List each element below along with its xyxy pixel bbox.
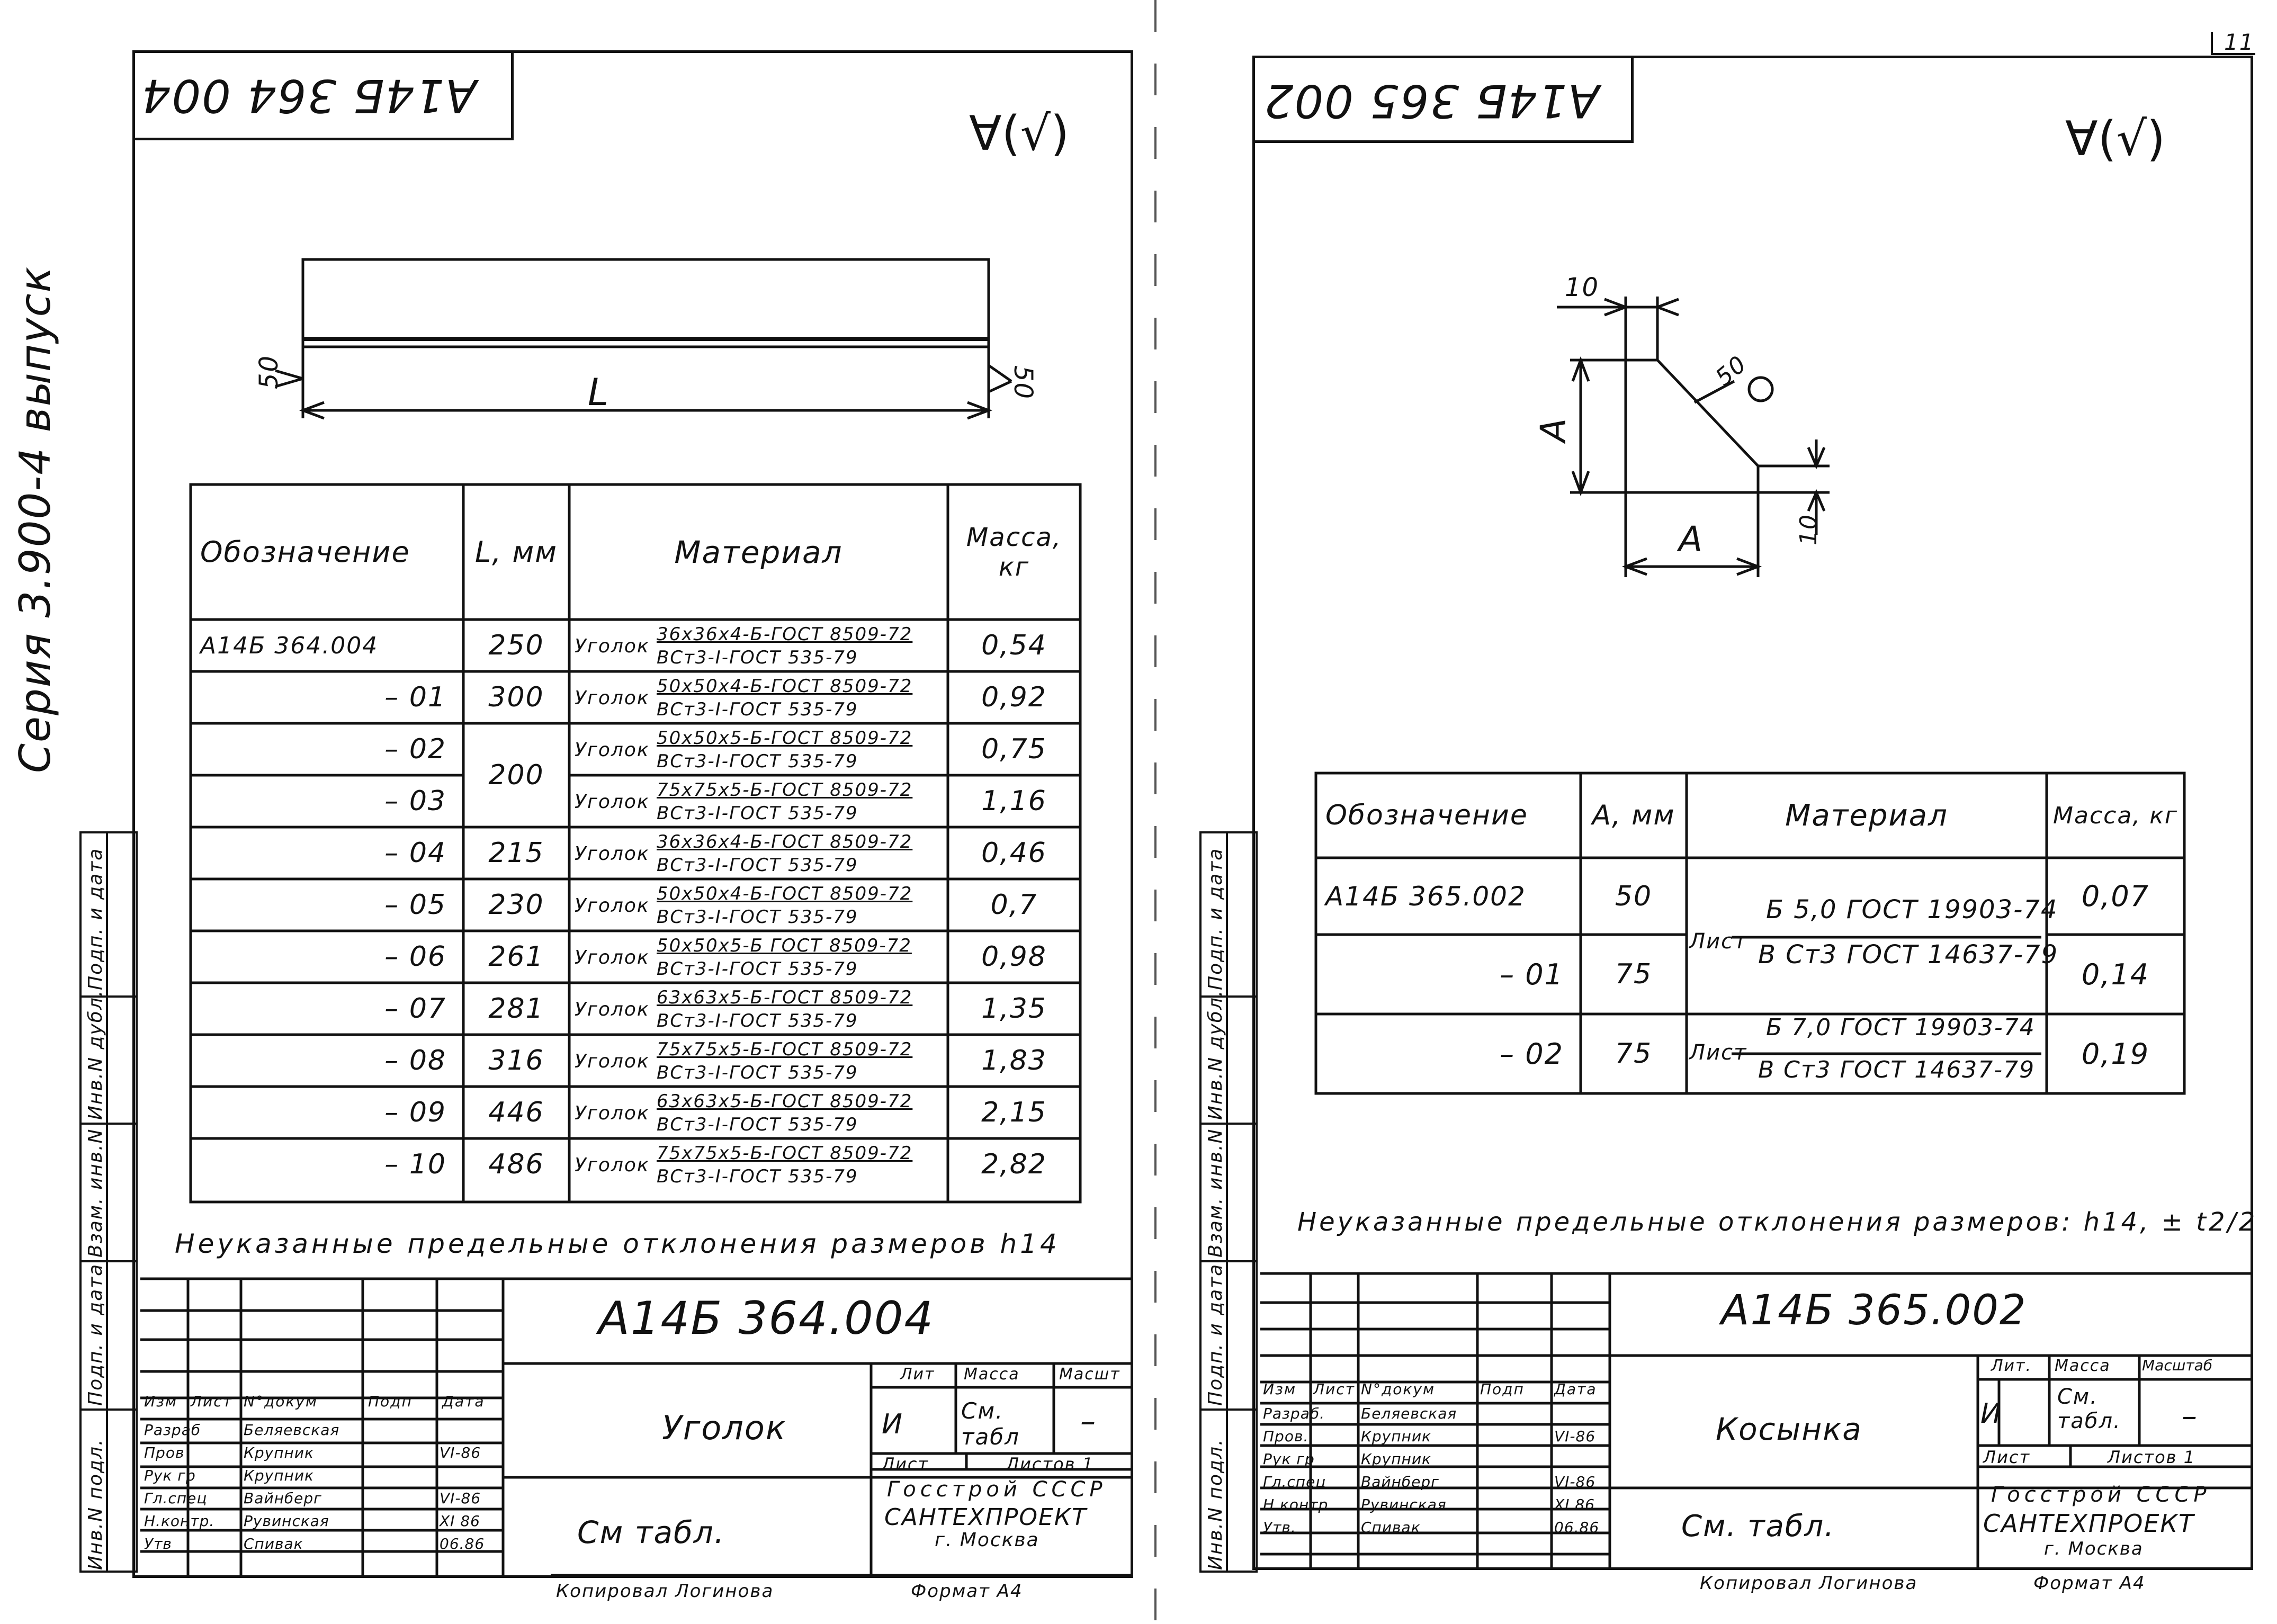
left-mass-value: См. табл <box>961 1398 1020 1450</box>
right-tb-header-izm: Изм <box>1263 1380 1296 1398</box>
left-row-material-prefix: Уголок <box>575 947 650 968</box>
stamp-label: Инв.N подл. <box>85 1438 106 1570</box>
left-tb-date: VI-86 <box>440 1490 481 1507</box>
left-row-designation: – 06 <box>384 941 446 973</box>
left-row-length: 200 <box>488 759 544 791</box>
left-row-designation: А14Б 364.004 <box>200 632 379 659</box>
right-tb-role: Пров. <box>1263 1428 1309 1445</box>
left-row-material-bottom: ВСт3-I-ГОСТ 535-79 <box>657 958 858 980</box>
right-tb-header-list: Лист <box>1313 1380 1355 1398</box>
right-tb-role: Утв. <box>1263 1519 1296 1536</box>
right-tb-date: VI-86 <box>1554 1428 1596 1445</box>
left-tb-person: Крупник <box>244 1444 314 1461</box>
left-row-material-prefix: Уголок <box>575 895 650 917</box>
left-row-material-top: 63х63х5-Б-ГОСТ 8509-72 <box>657 1091 913 1112</box>
left-tb-header-date: Дата <box>442 1393 485 1410</box>
left-row-designation: – 07 <box>384 993 446 1025</box>
left-roughness-symbol: ∀(√) <box>969 106 1070 161</box>
left-row-material-bottom: ВСт3-I-ГОСТ 535-79 <box>657 699 858 720</box>
left-tb-date: 06.86 <box>440 1535 485 1553</box>
right-tb-person: Спивак <box>1361 1519 1421 1536</box>
right-tb-person: Крупник <box>1361 1450 1431 1468</box>
left-row-material-bottom: ВСт3-I-ГОСТ 535-79 <box>657 907 858 928</box>
left-tb-header-list: Лист <box>191 1393 232 1410</box>
left-tb-role: Рук гр <box>144 1467 196 1484</box>
right-row-a: 75 <box>1615 958 1653 990</box>
left-row-length: 300 <box>488 681 544 713</box>
left-row-designation: – 03 <box>384 785 446 817</box>
left-row-material-top: 50х50х4-Б-ГОСТ 8509-72 <box>657 883 913 904</box>
left-row-material-prefix: Уголок <box>575 999 650 1020</box>
left-tb-person: Крупник <box>244 1467 314 1484</box>
left-copied-by: Копировал Логинова <box>556 1581 774 1602</box>
right-stamp-line <box>1199 1123 1258 1125</box>
left-row-mass: 1,16 <box>981 785 1047 817</box>
left-tb-role: Гл.спец <box>144 1490 208 1507</box>
stamp-label: Подп. и дата <box>85 847 106 990</box>
right-row-a: 75 <box>1615 1038 1653 1070</box>
left-row-designation: – 08 <box>384 1045 446 1076</box>
left-row-material-top: 50х50х5-Б ГОСТ 8509-72 <box>657 935 912 956</box>
right-table-header-material: Материал <box>1785 798 1948 833</box>
left-table-header-length: L, мм <box>475 535 558 569</box>
right-tb-header-date: Дата <box>1554 1380 1597 1398</box>
left-row-mass: 2,82 <box>981 1149 1047 1180</box>
right-tb-person: Беляевская <box>1361 1405 1457 1422</box>
right-row-a: 50 <box>1615 880 1653 912</box>
right-material-top: Б 7,0 ГОСТ 19903-74 <box>1766 1014 2036 1041</box>
left-row-length: 230 <box>488 889 544 921</box>
right-stamp-line <box>1199 1260 1258 1262</box>
left-tb-role: Пров <box>144 1444 185 1461</box>
right-tb-role: Н.контр <box>1263 1496 1329 1513</box>
right-part-material: См. табл. <box>1681 1509 1835 1544</box>
stamp-label: Взам. инв.N <box>85 1128 106 1258</box>
left-row-material-bottom: ВСт3-I-ГОСТ 535-79 <box>657 803 858 824</box>
left-row-material-top: 36х36х4-Б-ГОСТ 8509-72 <box>657 831 913 853</box>
left-format: Формат А4 <box>911 1581 1023 1602</box>
right-table-header-mass: Масса, кг <box>2053 802 2178 829</box>
left-row-designation: – 05 <box>384 889 446 921</box>
right-tolerance-note: Неуказанные предельные отклонения размеров: h14, ± t2/2 <box>1297 1207 2258 1237</box>
left-row-mass: 0,7 <box>990 889 1038 921</box>
right-roughness-symbol: ∀(√) <box>2065 111 2166 167</box>
left-row-material-prefix: Уголок <box>575 739 650 761</box>
left-row-material-prefix: Уголок <box>575 843 650 865</box>
right-material-bottom: В Ст3 ГОСТ 14637-79 <box>1758 940 2059 970</box>
left-sheets-label: Листов 1 <box>1006 1454 1095 1474</box>
left-tb-person: Рувинская <box>244 1512 329 1530</box>
right-code-mirrored: А14Б 365 002 <box>1263 74 1599 127</box>
stamp-label: Подп. и дата <box>1205 1263 1226 1406</box>
left-tolerance-note: Неуказанные предельные отклонения размеров h14 <box>175 1228 1060 1259</box>
left-lit-value: И <box>882 1408 903 1440</box>
left-row-designation: – 10 <box>384 1149 446 1180</box>
left-org3: г. Москва <box>935 1529 1039 1551</box>
right-scale-value: – <box>2182 1398 2198 1434</box>
right-row-mass: 0,07 <box>2081 880 2150 913</box>
left-row-mass: 0,75 <box>981 733 1047 765</box>
left-code-mirrored: А14Б 364 004 <box>140 69 477 122</box>
right-material-bottom: В Ст3 ГОСТ 14637-79 <box>1758 1056 2036 1083</box>
stamp-label: Взам. инв.N <box>1205 1128 1226 1258</box>
left-row-designation: – 02 <box>384 733 446 765</box>
left-table-header-designation: Обозначение <box>200 535 410 569</box>
right-dim-top-10: 10 <box>1565 273 1600 302</box>
right-tb-date: VI-86 <box>1554 1473 1596 1491</box>
left-part-material: См табл. <box>577 1514 725 1550</box>
right-tb-role: Гл.спец <box>1263 1473 1326 1491</box>
left-tb-header-sign: Подп <box>368 1393 413 1410</box>
right-row-designation: – 01 <box>1500 957 1564 991</box>
left-row-material-prefix: Уголок <box>575 1154 650 1176</box>
right-row-mass: 0,14 <box>2081 957 2150 991</box>
right-stamp-line <box>1199 1408 1258 1411</box>
left-row-length: 281 <box>488 993 544 1025</box>
right-dim-height-A: A <box>1533 417 1574 442</box>
cut-line <box>1154 0 1157 1624</box>
left-mass-label: Масса <box>964 1365 1020 1384</box>
right-tb-header-sign: Подп <box>1480 1380 1525 1398</box>
left-row-length: 261 <box>488 941 544 973</box>
left-row-material-bottom: ВСт3-I-ГОСТ 535-79 <box>657 1062 858 1083</box>
stamp-label: Подп. и дата <box>1205 847 1226 990</box>
left-lit-label: Лит <box>900 1365 935 1384</box>
left-row-material-top: 63х63х5-Б-ГОСТ 8509-72 <box>657 987 913 1008</box>
left-stamp-line <box>79 1260 138 1262</box>
left-stamp-line <box>79 1123 138 1125</box>
right-material-prefix: Лист <box>1689 1040 1747 1065</box>
right-row-designation: – 02 <box>1500 1037 1564 1071</box>
left-row-material-top: 50х50х4-Б-ГОСТ 8509-72 <box>657 676 913 697</box>
left-row-designation: – 09 <box>384 1097 446 1128</box>
left-doc-code: А14Б 364.004 <box>598 1292 935 1345</box>
left-row-material-top: 75х75х5-Б-ГОСТ 8509-72 <box>657 1039 913 1060</box>
right-row-mass: 0,19 <box>2081 1037 2150 1071</box>
left-row-material-bottom: ВСт3-I-ГОСТ 535-79 <box>657 1166 858 1187</box>
left-row-mass: 0,54 <box>981 630 1047 661</box>
left-row-material-top: 50х50х5-Б-ГОСТ 8509-72 <box>657 728 913 749</box>
left-row-material-bottom: ВСт3-I-ГОСТ 535-79 <box>657 855 858 876</box>
left-row-length: 486 <box>488 1149 544 1180</box>
left-dim-50-left: 50 <box>254 354 284 389</box>
left-dim-length: L <box>588 371 609 414</box>
left-table-header-mass: Масса, кг <box>966 522 1062 582</box>
right-sheet-label: Лист <box>1983 1447 2031 1467</box>
right-tb-person: Крупник <box>1361 1428 1431 1445</box>
left-tb-header-izm: Изм <box>144 1393 177 1410</box>
left-scale-value: – <box>1080 1403 1097 1439</box>
left-row-material-bottom: ВСт3-I-ГОСТ 535-79 <box>657 647 858 668</box>
right-org2: САНТЕХПРОЕКТ <box>1983 1509 2195 1538</box>
right-mass-value: См. табл. <box>2057 1385 2121 1433</box>
stamp-label: Инв.N дубл. <box>85 989 106 1120</box>
left-row-mass: 1,35 <box>981 993 1047 1025</box>
right-part-name: Косынка <box>1716 1411 1862 1447</box>
right-scale-label: Масштаб <box>2142 1357 2213 1374</box>
left-row-material-prefix: Уголок <box>575 687 650 709</box>
left-row-length: 250 <box>488 630 544 661</box>
right-copied-by: Копировал Логинова <box>1700 1573 1918 1594</box>
left-row-mass: 0,92 <box>981 681 1047 713</box>
left-row-mass: 1,83 <box>981 1045 1047 1076</box>
left-row-material-prefix: Уголок <box>575 791 650 813</box>
series-label: Серия 3.900-4 выпуск <box>11 266 60 773</box>
right-doc-code: А14Б 365.002 <box>1721 1287 2027 1334</box>
right-material-prefix: Лист <box>1689 929 1747 954</box>
right-dim-bottom-10: 10 <box>1795 514 1822 545</box>
left-org2: САНТЕХПРОЕКТ <box>884 1504 1087 1531</box>
left-tb-header-doc: N°докум <box>244 1393 318 1410</box>
right-dim-width-A: A <box>1679 519 1704 560</box>
right-sheets-label: Листов 1 <box>2108 1447 2196 1467</box>
right-lit-label: Лит. <box>1991 1357 2032 1375</box>
left-row-material-bottom: ВСт3-I-ГОСТ 535-79 <box>657 1114 858 1135</box>
right-dim-chamfer-50: 50 <box>1710 350 1752 392</box>
left-row-mass: 0,98 <box>981 941 1047 973</box>
left-stamp-line <box>79 1408 138 1411</box>
stamp-label: Подп. и дата <box>85 1263 106 1406</box>
left-org1: Госстрой СССР <box>887 1477 1107 1502</box>
left-row-material-prefix: Уголок <box>575 635 650 657</box>
left-sheet-label: Лист <box>882 1454 929 1474</box>
left-row-designation: – 01 <box>384 681 446 713</box>
left-table-header-material: Материал <box>674 534 843 570</box>
left-tb-role: Утв <box>144 1535 172 1553</box>
right-table-header-a: А, мм <box>1592 800 1675 831</box>
left-tb-person: Беляевская <box>244 1421 340 1439</box>
left-row-material-top: 75х75х5-Б-ГОСТ 8509-72 <box>657 1143 913 1164</box>
right-tb-header-doc: N°докум <box>1361 1380 1436 1398</box>
right-row-designation: А14Б 365.002 <box>1325 881 1526 912</box>
right-material-top: Б 5,0 ГОСТ 19903-74 <box>1766 895 2058 925</box>
right-org3: г. Москва <box>2044 1538 2144 1559</box>
left-row-mass: 2,15 <box>981 1097 1047 1128</box>
left-tb-date: XI 86 <box>440 1512 480 1530</box>
right-tb-date: 06.86 <box>1554 1519 1600 1536</box>
right-tb-person: Вайнберг <box>1361 1473 1439 1491</box>
right-format: Формат А4 <box>2033 1573 2146 1594</box>
left-dim-50-right: 50 <box>1008 365 1038 400</box>
left-row-length: 446 <box>488 1097 544 1128</box>
left-tb-person: Вайнберг <box>244 1490 322 1507</box>
left-scale-label: Масшт <box>1059 1365 1120 1384</box>
left-row-length: 316 <box>488 1045 544 1076</box>
right-tb-role: Рук гр <box>1263 1450 1315 1468</box>
right-tb-person: Рувинская <box>1361 1496 1447 1513</box>
left-row-material-prefix: Уголок <box>575 1102 650 1124</box>
left-row-material-bottom: ВСт3-I-ГОСТ 535-79 <box>657 751 858 772</box>
left-part-name: Уголок <box>662 1408 787 1447</box>
right-table-header-designation: Обозначение <box>1325 800 1528 831</box>
left-tb-role: Разраб <box>144 1421 201 1439</box>
left-row-designation: – 04 <box>384 837 446 869</box>
left-row-material-prefix: Уголок <box>575 1051 650 1072</box>
left-tb-date: VI-86 <box>440 1444 481 1461</box>
right-org1: Госстрой СССР <box>1991 1483 2211 1507</box>
right-lit-value: И <box>1980 1398 2002 1430</box>
right-tb-role: Разраб. <box>1263 1405 1325 1422</box>
page-number: 11 <box>2224 29 2255 55</box>
left-tb-role: Н.контр. <box>144 1512 215 1530</box>
right-mass-label: Масса <box>2055 1357 2111 1375</box>
left-row-material-top: 36х36х4-Б-ГОСТ 8509-72 <box>657 624 913 645</box>
stamp-label: Инв.N дубл. <box>1205 989 1226 1120</box>
left-tb-person: Спивак <box>244 1535 303 1553</box>
stamp-label: Инв.N подл. <box>1205 1438 1226 1570</box>
right-tb-date: XI 86 <box>1554 1496 1595 1513</box>
left-row-mass: 0,46 <box>981 837 1047 869</box>
left-row-length: 215 <box>488 837 544 869</box>
left-row-material-bottom: ВСт3-I-ГОСТ 535-79 <box>657 1010 858 1031</box>
left-row-material-top: 75х75х5-Б-ГОСТ 8509-72 <box>657 779 913 801</box>
